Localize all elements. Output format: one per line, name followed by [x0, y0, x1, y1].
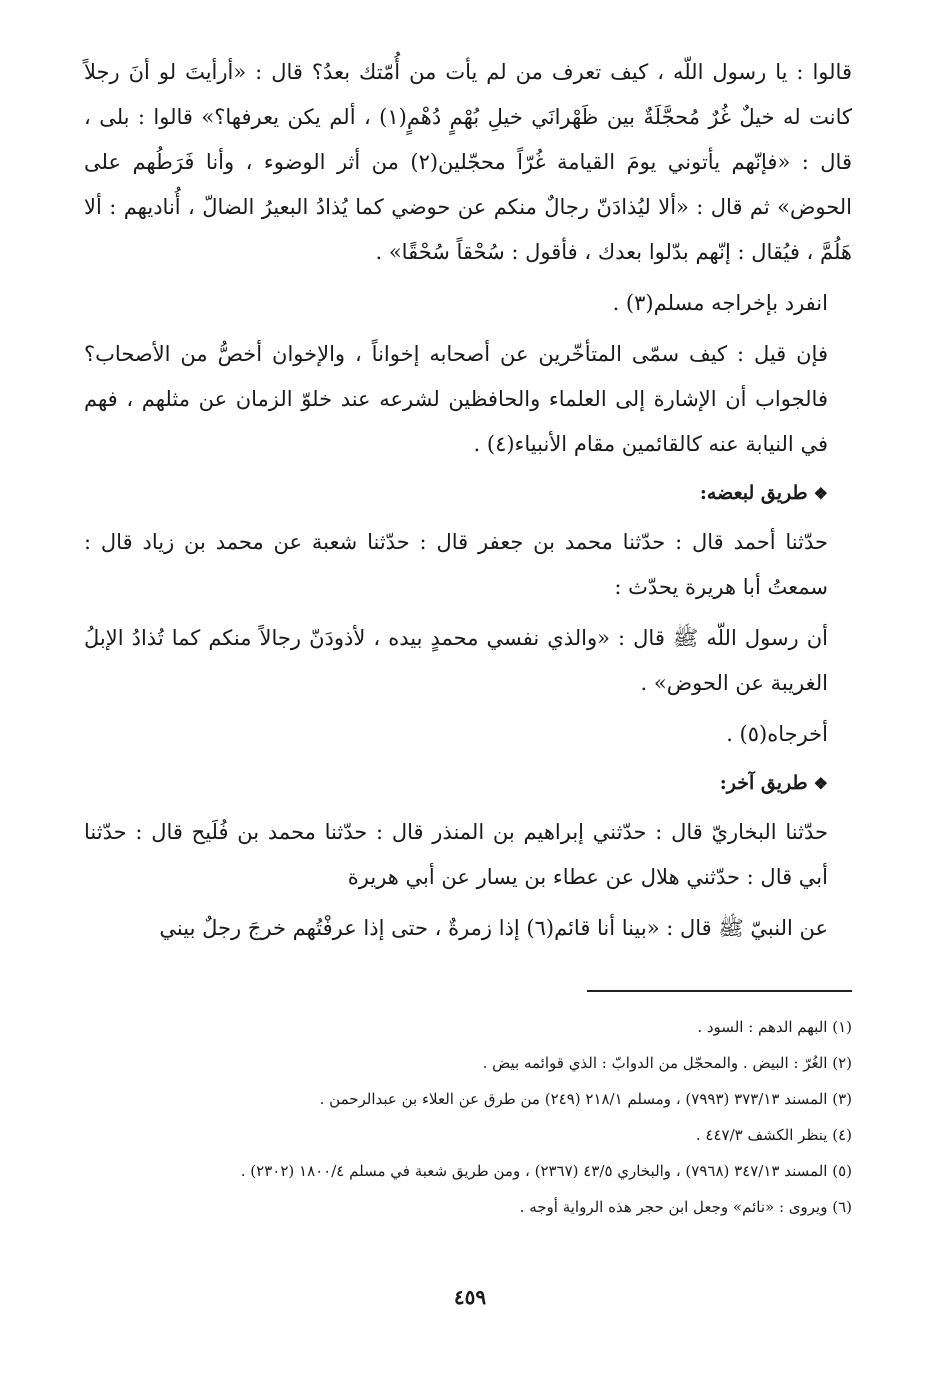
body-paragraph-1: قالوا : يا رسول اللّه ، كيف تعرف من لم يأت من أُمّتك بعدُ؟ قال : «أرأيتَ لو أنَ رجلاً كانت له خيلٌ غُرٌ مُحجَّلَةٌ بين ظَهْرانَي خيلِ بُهْمٍ دُهْمٍ(١) ، ألم يكن يعرفها؟» قالوا : بلى ، قال : «فإنّهم يأتوني يومَ القيامة غُرّاً محجّلين(٢) من أثر الوضوء ، وأنا فَرَطُهم على الحوض» ثم قال : «ألا ليُذادَنّ رجالٌ منكم عن حوضي كما يُذادُ البعيرُ الضالّ ، أُناديهم : ألا هَلُمَّ ، فيُقال : إنّهم بدّلوا بعدك ، فأقول : سُحْقاً سُحْقًا» .: [84, 60, 852, 264]
page-number: ٤٥٩: [453, 1285, 487, 1309]
footnote-4: (٤) ينظر الكشف ٤٤٧/٣ .: [695, 1126, 852, 1144]
section-heading-1: [84, 473, 852, 514]
section-heading-2-label: طريق آخر:: [719, 772, 808, 794]
body-paragraph-2: انفرد بإخراجه مسلم(٣) .: [612, 291, 828, 315]
footnote-2: (٢) الغُرّ : البيض . والمحجّل من الدوابّ : الذي قوائمه بيض .: [482, 1054, 852, 1072]
footnote-5: (٥) المسند ٣٤٧/١٣ (٧٩٦٨) ، والبخاري ٤٣/٥ (٢٣٦٧) ، ومن طريق شعبة في مسلم ١٨٠٠/٤ (٢٣٠٢) .: [240, 1162, 852, 1180]
body-paragraph-7: حدّثنا البخاريّ قال : حدّثني إبراهيم بن المنذر قال : حدّثنا محمد بن فُلَيح قال : حدّثنا أبي قال : حدّثني هلال عن عطاء بن يسار عن أبي هريرة: [84, 820, 828, 889]
body-paragraph-4: حدّثنا أحمد قال : حدّثنا محمد بن جعفر قال : حدّثنا شعبة عن محمد بن زياد قال : سمعتُ أبا هريرة يحدّث :: [84, 530, 828, 599]
body-paragraph-5: أن رسول اللّه ﷺ قال : «والذي نفسي محمدٍ بيده ، لأذودَنّ رجالاً منكم كما تُذادُ الإبلُ الغريبة عن الحوض» .: [84, 626, 828, 695]
footnote-6: (٦) ويروى : «نائم» وجعل ابن حجر هذه الرواية أوجه .: [519, 1198, 852, 1216]
body-paragraph-6: أخرجاه(٥) .: [726, 722, 828, 746]
section-heading-1-label: طريق لبعضه:: [699, 482, 808, 504]
footnote-1: (١) البهم الدهم : السود .: [697, 1018, 852, 1036]
section-heading-2: [84, 763, 852, 804]
body-paragraph-3: فإن قيل : كيف سمّى المتأخّرين عن أصحابه إخواناً ، والإخوان أخصُّ من الأصحاب؟ فالجواب أن الإشارة إلى العلماء والحافظين لشرعه عند خلوّ الزمان عن مثلهم ، فهم في النيابة عنه كالقائمين مقام الأنبياء(٤) .: [84, 342, 828, 456]
footnote-3: (٣) المسند ٣٧٣/١٣ (٧٩٩٣) ، ومسلم ٢١٨/١ (٢٤٩) من طرق عن العلاء بن عبدالرحمن .: [319, 1090, 852, 1108]
diamond-bullet-icon: ❖: [813, 484, 828, 503]
footnotes: [84, 1013, 852, 1229]
body-paragraph-8: عن النبيّ ﷺ قال : «بينا أنا قائم(٦) إذا زمرةٌ ، حتى إذا عرفْتُهم خرجَ رجلٌ بيني: [159, 916, 828, 940]
diamond-bullet-icon: ❖: [813, 774, 828, 793]
footnote-divider: [587, 990, 852, 992]
